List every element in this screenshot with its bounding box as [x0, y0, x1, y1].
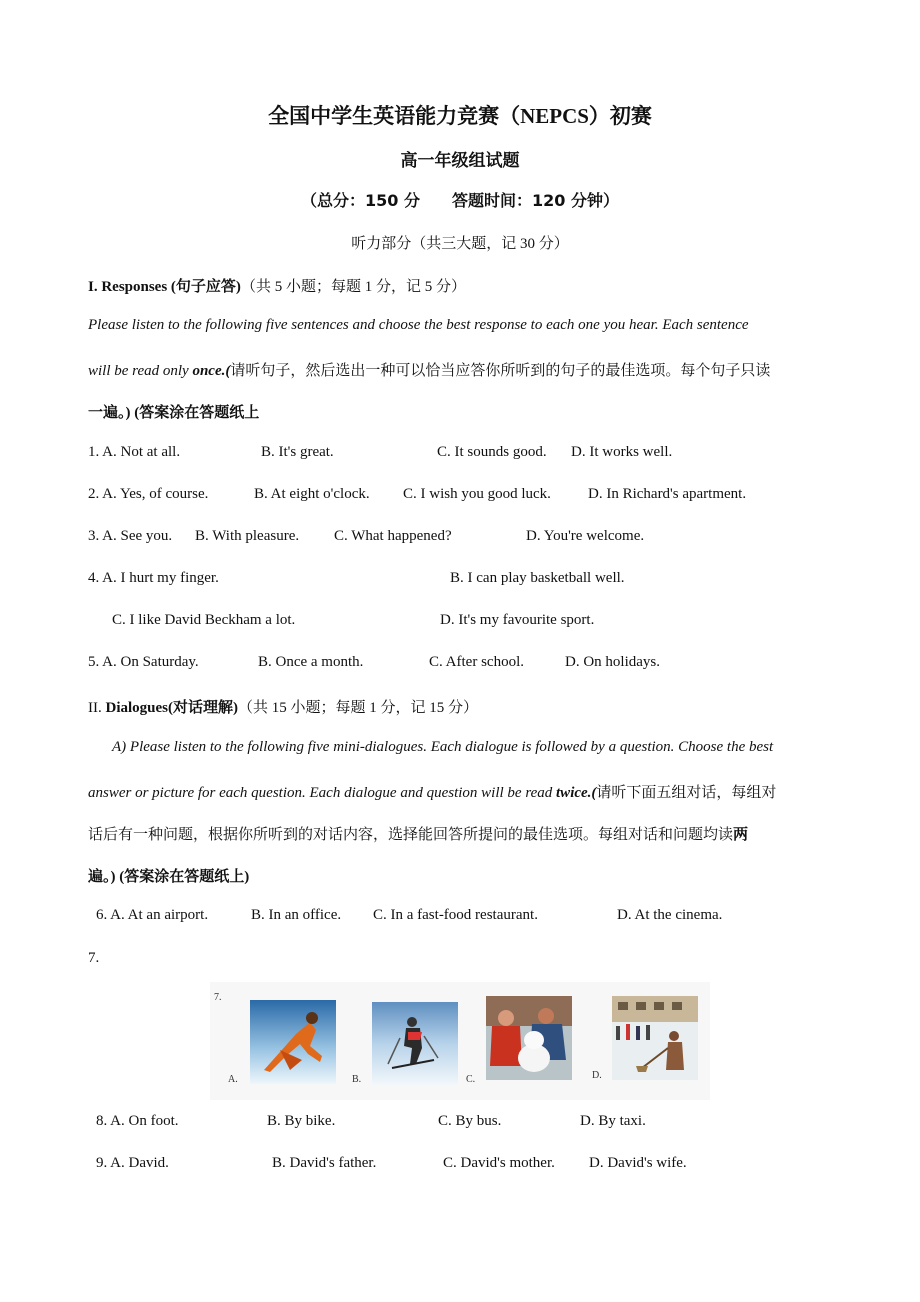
- q7-figure: [210, 982, 710, 1100]
- s2-instr2-italic: answer or picture for each question. Each dialogue and question will be read: [88, 785, 557, 801]
- section2-heading-prefix: II.: [88, 700, 106, 716]
- picture-c-snowman[interactable]: [486, 996, 572, 1080]
- section1-heading-bold: I. Responses (句子应答): [88, 279, 241, 295]
- q1-a: 1. A. Not at all.: [88, 444, 181, 460]
- q9-b: B. David's father.: [272, 1155, 377, 1171]
- sweeping-image: [612, 996, 698, 1080]
- q1-c: C. It sounds good.: [437, 444, 547, 460]
- instr2-cn: 请听句子，然后选出一种可以恰当应答你所听到的句子的最佳选项。每个句子只读: [230, 363, 771, 379]
- section2-heading: [88, 696, 478, 717]
- section1-instr-3: 一遍。) (答案涂在答题纸上: [88, 405, 260, 421]
- section1-heading-rest: （共 5 小题；每题 1 分，记 5 分）: [240, 279, 466, 295]
- picture-a-skating[interactable]: [250, 1000, 336, 1084]
- section2-instr-1: A) Please listen to the following five mini-dialogues. Each dialogue is followed by a question. Choose the best: [112, 739, 774, 755]
- q8-c: C. By bus.: [438, 1113, 502, 1129]
- snowman-image: [486, 996, 572, 1080]
- q4-b: B. I can play basketball well.: [450, 570, 625, 586]
- q9-c: C. David's mother.: [443, 1155, 555, 1171]
- label-a: A.: [228, 1074, 238, 1085]
- section1-instr-2: [88, 359, 770, 380]
- q2-b: B. At eight o'clock.: [254, 486, 370, 502]
- label-c: C.: [466, 1074, 476, 1085]
- s2-instr3-cn: 话后有一种问题，根据你所听到的对话内容，选择能回答所提问的最佳选项。每组对话和问题均读: [88, 827, 734, 843]
- section2-instr-4: 遍。) (答案涂在答题纸上): [88, 869, 250, 885]
- q3-a: 3. A. See you.: [88, 528, 173, 544]
- q5-b: B. Once a month.: [258, 654, 364, 670]
- q8-a: 8. A. On foot.: [96, 1113, 179, 1129]
- label-d: D.: [592, 1070, 602, 1081]
- q3-b: B. With pleasure.: [195, 528, 300, 544]
- q6-c: C. In a fast-food restaurant.: [373, 907, 538, 923]
- q2-c: C. I wish you good luck.: [403, 486, 551, 502]
- q6-d: D. At the cinema.: [617, 907, 723, 923]
- q3-c: C. What happened?: [334, 528, 452, 544]
- q8-b: B. By bike.: [267, 1113, 336, 1129]
- q9-d: D. David's wife.: [589, 1155, 687, 1171]
- part-heading: 听力部分（共三大题，记 30 分）: [351, 236, 569, 252]
- section2-heading-rest: （共 15 小题；每题 1 分，记 15 分）: [238, 700, 479, 716]
- q9-a: 9. A. David.: [96, 1155, 169, 1171]
- q4-d: D. It's my favourite sport.: [440, 612, 595, 628]
- q4-c: C. I like David Beckham a lot.: [112, 612, 296, 628]
- q4-a: 4. A. I hurt my finger.: [88, 570, 219, 586]
- q1-d: D. It works well.: [571, 444, 673, 460]
- q3-d: D. You're welcome.: [526, 528, 645, 544]
- section2-instr-2: [88, 781, 776, 802]
- picture-d-sweeping[interactable]: [612, 996, 698, 1080]
- q5-a: 5. A. On Saturday.: [88, 654, 199, 670]
- q5-d: D. On holidays.: [565, 654, 660, 670]
- section2-heading-bold: Dialogues(对话理解): [105, 700, 238, 716]
- section1-instr-1: Please listen to the following five sentences and choose the best response to each one you hear. Each sentence: [88, 317, 749, 333]
- q5-c: C. After school.: [429, 654, 524, 670]
- picture-b-skiing[interactable]: [372, 1002, 458, 1086]
- label-b: B.: [352, 1074, 362, 1085]
- s2-instr2-cn: 请听下面五组对话，每组对: [596, 785, 777, 801]
- q1-b: B. It's great.: [261, 444, 334, 460]
- section2-instr-3: [88, 823, 748, 844]
- q7-label: 7.: [88, 950, 100, 966]
- skater-image: [250, 1000, 336, 1084]
- grade-subtitle: 高一年级组试题: [400, 151, 520, 170]
- q2-d: D. In Richard's apartment.: [588, 486, 747, 502]
- q6-b: B. In an office.: [251, 907, 342, 923]
- q2-a: 2. A. Yes, of course.: [88, 486, 209, 502]
- figure-number: 7.: [214, 992, 222, 1003]
- skier-image: [372, 1002, 458, 1086]
- instr2-italic: will be read only: [88, 363, 193, 379]
- exam-info: （总分：150 分 答题时间：120 分钟）: [301, 191, 619, 210]
- q6-a: 6. A. At an airport.: [96, 907, 209, 923]
- instr2-bold: once.(: [192, 363, 231, 379]
- q8-d: D. By taxi.: [580, 1113, 646, 1129]
- exam-title: 全国中学生英语能力竞赛（NEPCS）初赛: [268, 104, 652, 128]
- s2-instr2-bold: twice.(: [556, 785, 597, 801]
- s2-instr3-bold: 两: [733, 827, 749, 843]
- section1-heading: [88, 275, 466, 296]
